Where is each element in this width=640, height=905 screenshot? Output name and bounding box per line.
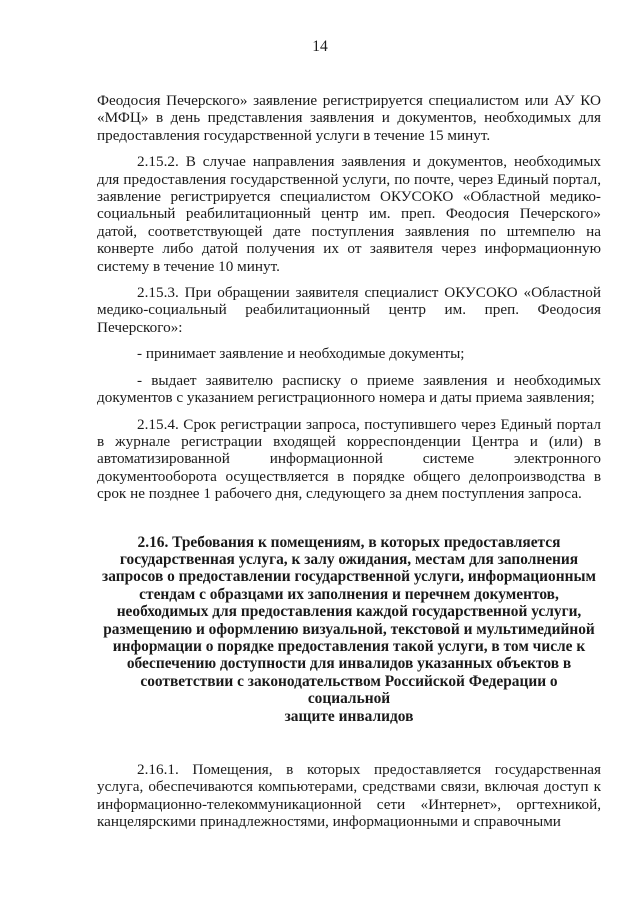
heading-line: государственная услуга, к залу ожидания, местам для заполнения: [119, 550, 579, 568]
paragraph-2-15-4: 2.15.4. Срок регистрации запроса, поступившего через Единый портал в журнале регистрации входящей корреспонденции Центра и (или) в автоматизированной информационной системе электронного документооборота осуществляется в порядке общего делопроизводства в срок не позднее 1 рабочего дня, следующего за днем поступления запроса.: [97, 415, 601, 503]
list-item-receipt: - выдает заявителю расписку о приеме заявления и необходимых документов с указанием регистрационного номера и даты приема заявления;: [97, 371, 601, 407]
page-number: 14: [312, 38, 328, 55]
document-body: [97, 92, 601, 831]
heading-line: размещению и оформлению визуальной, текстовой и мультимедийной: [103, 620, 595, 638]
paragraph-2-16-1: 2.16.1. Помещения, в которых предоставляется государственная услуга, обеспечиваются компьютерами, средствами связи, включая доступ к информационно-телекоммуникационной сети «Интернет», оргтехникой, канцелярскими принадлежностями, информационными и справочными: [97, 761, 601, 831]
paragraph-2-15-3: 2.15.3. При обращении заявителя специалист ОКУСОКО «Областной медико-социальный реабилитационный центр им. преп. Феодосия Печерского»:: [97, 284, 601, 336]
paragraph-continuation: Феодосия Печерского» заявление регистрируется специалистом или АУ КО «МФЦ» в день представления заявления и документов, необходимых для предоставления государственной услуги в течение 15 минут.: [97, 92, 601, 144]
heading-line: соответствии с законодательством Российской Федерации о социальной: [140, 672, 558, 708]
list-item-accept: - принимает заявление и необходимые документы;: [137, 345, 465, 363]
heading-line: защите инвалидов: [284, 707, 414, 725]
heading-line: запросов о предоставлении государственной услуги, информационным: [102, 568, 596, 586]
heading-line: информации о порядке предоставления такой услуги, в том числе к: [112, 637, 586, 655]
paragraph-2-15-2: 2.15.2. В случае направления заявления и документов, необходимых для предоставления государственной услуги, по почте, через Единый портал, заявление регистрируется специалистом ОКУСОКО «Областной медико-социальный реабилитационный центр им. преп. Феодосия Печерского» датой, соответствующей дате поступления заявления по штемпелю на конверте либо датой получения их от заявителя через информационную систему в течение 10 минут.: [97, 153, 601, 275]
heading-line: стендам с образцами их заполнения и перечнем документов,: [139, 585, 559, 603]
heading-line: необходимых для предоставления каждой государственной услуги,: [116, 603, 582, 621]
heading-line: 2.16. Требования к помещениям, в которых предоставляется: [137, 533, 561, 551]
section-heading-2-16: [97, 534, 601, 725]
heading-line: обеспечению доступности для инвалидов указанных объектов в: [126, 655, 572, 673]
